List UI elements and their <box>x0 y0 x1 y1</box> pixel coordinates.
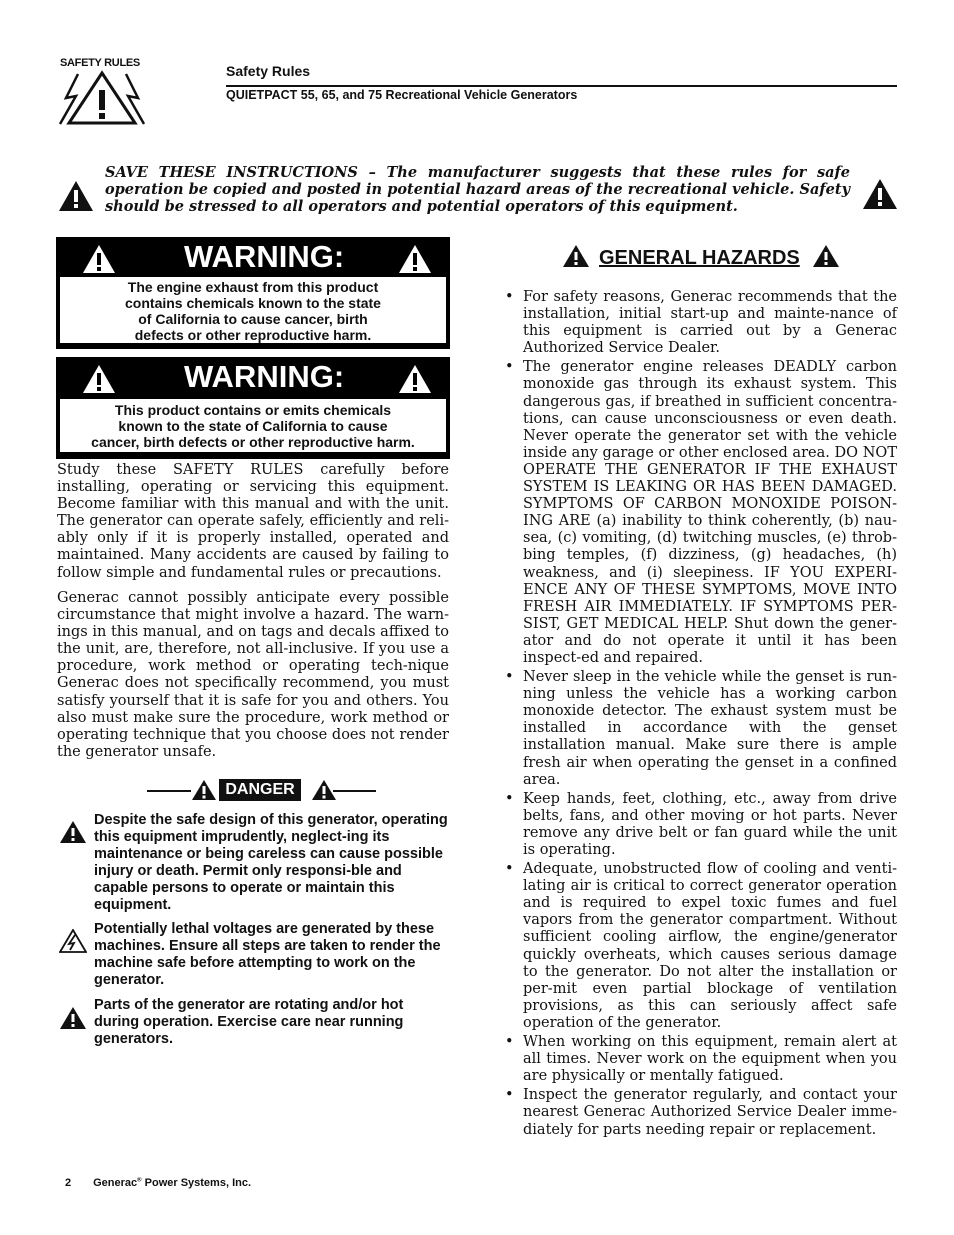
warning-line: This product contains or emits chemicals <box>114 402 392 418</box>
list-item: • Adequate, unobstructed flow of cooling and venti-lating air is critical to correct generator operation and is required to expel toxic fumes and fuel vapors from the generator compartment. Without sufficient cooling airflow, the engine/generator quickly overheats, which causes serious damage to the generator. Do not alter the installation or per-mit even partial blockage of ventilation provisions, as this can seriously affect safe operation of the generator. <box>505 861 897 1031</box>
hazard-text: Never sleep in the vehicle while the genset is run-ning unless the vehicle has a working carbon monoxide detector. The exhaust system must be installed in accordance with the genset installation manual. Make sure there is ample fresh air when operating the genset in a confined area. <box>523 669 897 788</box>
danger-label: DANGER <box>219 779 301 801</box>
warning-line: cancer, birth defects or other reproductive harm. <box>91 434 415 450</box>
warning-text <box>60 399 446 452</box>
page-number: 2 <box>65 1177 72 1189</box>
warning-triangle-icon <box>398 364 432 394</box>
hazard-text: Inspect the generator regularly, and contact your nearest Generac Authorized Service Dealer imme-diately for parts needing repair or replacement. <box>523 1087 897 1138</box>
warning-line: defects or other reproductive harm. <box>134 327 372 343</box>
warning-line: of California to cause cancer, birth <box>138 311 368 327</box>
list-item: • The generator engine releases DEADLY carbon monoxide gas through its exhaust system. This dangerous gas, if breathed in sufficient concentra-tions, can cause unconsciousness or even death. Never operate the generator set with the vehicle inside any garage or other enclosed area. DO NOT OPERATE THE GENERATOR IF THE EXHAUST SYSTEM IS LEAKING OR HAS BEEN DAMAGED. SYMPTOMS OF CARBON MONOXIDE POISON-ING ARE (a) inability to think coherently, (b) nau-sea, (c) vomiting, (d) twitching muscles, (e) throb-bing temples, (f) dizziness, (g) headaches, (h) weakness, and (i) sleepiness. IF YOU EXPERI-ENCE ANY OF THESE SYMPTOMS, MOVE INTO FRESH AIR IMMEDIATELY. IF SYMPTOMS PER-SIST, GET MEDICAL HELP. Shut down the gener-ator and do not operate it until it has been inspect-ed and repaired. <box>505 359 897 666</box>
list-item: • For safety reasons, Generac recommends that the installation, initial start-up and mainte-nance of this equipment is carried out by a Generac Authorized Service Dealer. <box>505 289 897 357</box>
header-subtitle: QUIETPACT 55, 65, and 75 Recreational Vehicle Generators <box>226 88 578 102</box>
list-item: • Inspect the generator regularly, and contact your nearest Generac Authorized Service Dealer imme-diately for parts needing repair or replacement. <box>505 1087 897 1138</box>
warning-text <box>60 277 446 343</box>
warning-title: WARNING: <box>184 239 345 274</box>
warning-header <box>60 241 446 277</box>
footer-company: Generac <box>93 1177 138 1189</box>
warning-line: The engine exhaust from this product <box>127 279 379 295</box>
intro-paragraph: Study these SAFETY RULES carefully before installing, operating or servicing this equipment. Become familiar with this manual and with the unit. The generator can operate safely, efficiently and reli-ably only if it is properly installed, operated and maintained. Many accidents are caused by failing to follow simple and fundamental rules or precautions. <box>57 462 449 581</box>
general-hazards-list <box>505 289 897 1141</box>
general-hazards-title: GENERAL HAZARDS <box>599 247 800 269</box>
warning-triangle-icon <box>82 244 116 274</box>
warning-box-exhaust <box>56 237 450 349</box>
footer-company-rest: Power Systems, Inc. <box>141 1177 252 1189</box>
hazard-text: Adequate, unobstructed flow of cooling and venti-lating air is critical to correct generator operation and is required to expel toxic fumes and fuel vapors from the generator compartment. Without sufficient cooling airflow, the engine/generator quickly overheats, which causes serious damage to the generator. Do not alter the installation or per-mit even partial blockage of ventilation provisions, as this can seriously affect safe operation of the generator. <box>523 861 897 1031</box>
danger-item: Potentially lethal voltages are generated by these machines. Ensure all steps are taken to render the machine safe before attempting to work on the generator. <box>94 921 441 989</box>
danger-rule <box>147 790 191 792</box>
hazard-text: Keep hands, feet, clothing, etc., away from drive belts, fans, and other moving or hot parts. Never remove any drive belt or fan guard while the unit is operating. <box>523 790 897 858</box>
warning-triangle-icon <box>82 364 116 394</box>
hazard-text: For safety reasons, Generac recommends that the installation, initial start-up and mainte-nance of this equipment is carried out by a Generac Authorized Service Dealer. <box>523 289 897 357</box>
intro-paragraph: Generac cannot possibly anticipate every possible circumstance that might involve a hazard. The warn-ings in this manual, and on tags and decals affixed to the unit, are, therefore, not all-inclusive. If you use a procedure, work method or operating tech-nique Generac does not specifically recommend, you must satisfy yourself that it is safe for you and others. You also must make sure the procedure, work method or operating technique that you choose does not render the generator unsafe. <box>57 590 449 760</box>
page-footer <box>65 1177 251 1189</box>
warning-line: contains chemicals known to the state <box>125 295 381 311</box>
warning-title: WARNING: <box>184 359 345 394</box>
warning-box-chemicals <box>56 357 450 459</box>
warning-triangle-icon <box>812 244 840 268</box>
lightning-warning-icon <box>58 70 146 126</box>
danger-item: Despite the safe design of this generator, operating this equipment imprudently, neglect-ing its maintenance or being careless can cause possible injury or death. Permit only responsi-ble and capable persons to operate or maintain this equipment. <box>94 812 448 914</box>
header-title: Safety Rules <box>226 63 311 79</box>
warning-triangle-icon <box>562 244 590 268</box>
warning-triangle-icon <box>191 779 217 801</box>
electric-shock-warning-icon <box>59 929 87 953</box>
danger-rule <box>333 790 376 792</box>
hazard-text: When working on this equipment, remain alert at all times. Never work on the equipment when you are physically or mentally fatigued. <box>523 1034 897 1085</box>
warning-triangle-icon <box>58 180 94 212</box>
danger-item: Parts of the generator are rotating and/or hot during operation. Exercise care near running generators. <box>94 997 404 1048</box>
list-item: • Keep hands, feet, clothing, etc., away from drive belts, fans, and other moving or hot parts. Never remove any drive belt or fan guard while the unit is operating. <box>505 790 897 858</box>
logo-label: SAFETY RULES <box>60 57 140 69</box>
hazard-text: The generator engine releases DEADLY carbon monoxide gas through its exhaust system. This dangerous gas, if breathed in sufficient concentra-tions, can cause unconsciousness or even death. Never operate the generator set with the vehicle inside any garage or other enclosed area. DO NOT OPERATE THE GENERATOR IF THE EXHAUST SYSTEM IS LEAKING OR HAS BEEN DAMAGED. SYMPTOMS OF CARBON MONOXIDE POISON-ING ARE (a) inability to think coherently, (b) nau-sea, (c) vomiting, (d) twitching muscles, (e) throb-bing temples, (f) dizziness, (g) headaches, (h) weakness, and (i) sleepiness. IF YOU EXPERI-ENCE ANY OF THESE SYMPTOMS, MOVE INTO FRESH AIR IMMEDIATELY. IF SYMPTOMS PER-SIST, GET MEDICAL HELP. Shut down the gener-ator and do not operate it until it has been inspect-ed and repaired. <box>523 359 897 666</box>
warning-line: known to the state of California to cause <box>118 418 388 434</box>
list-item: • When working on this equipment, remain alert at all times. Never work on the equipment when you are physically or mentally fatigued. <box>505 1034 897 1085</box>
registered-mark: ® <box>137 1177 142 1184</box>
save-instructions-notice: SAVE THESE INSTRUCTIONS – The manufacturer suggests that these rules for safe operation be copied and posted in potential hazard areas of the recreational vehicle. Safety should be stressed to all operators and potential operators of this equipment. <box>105 164 850 215</box>
warning-header <box>60 361 446 399</box>
header-rule <box>226 85 897 87</box>
warning-triangle-icon <box>862 178 898 210</box>
warning-triangle-icon <box>59 820 87 844</box>
warning-triangle-icon <box>59 1006 87 1030</box>
warning-triangle-icon <box>398 244 432 274</box>
list-item: • Never sleep in the vehicle while the genset is run-ning unless the vehicle has a working carbon monoxide detector. The exhaust system must be installed in accordance with the genset installation manual. Make sure there is ample fresh air when operating the genset in a confined area. <box>505 669 897 788</box>
